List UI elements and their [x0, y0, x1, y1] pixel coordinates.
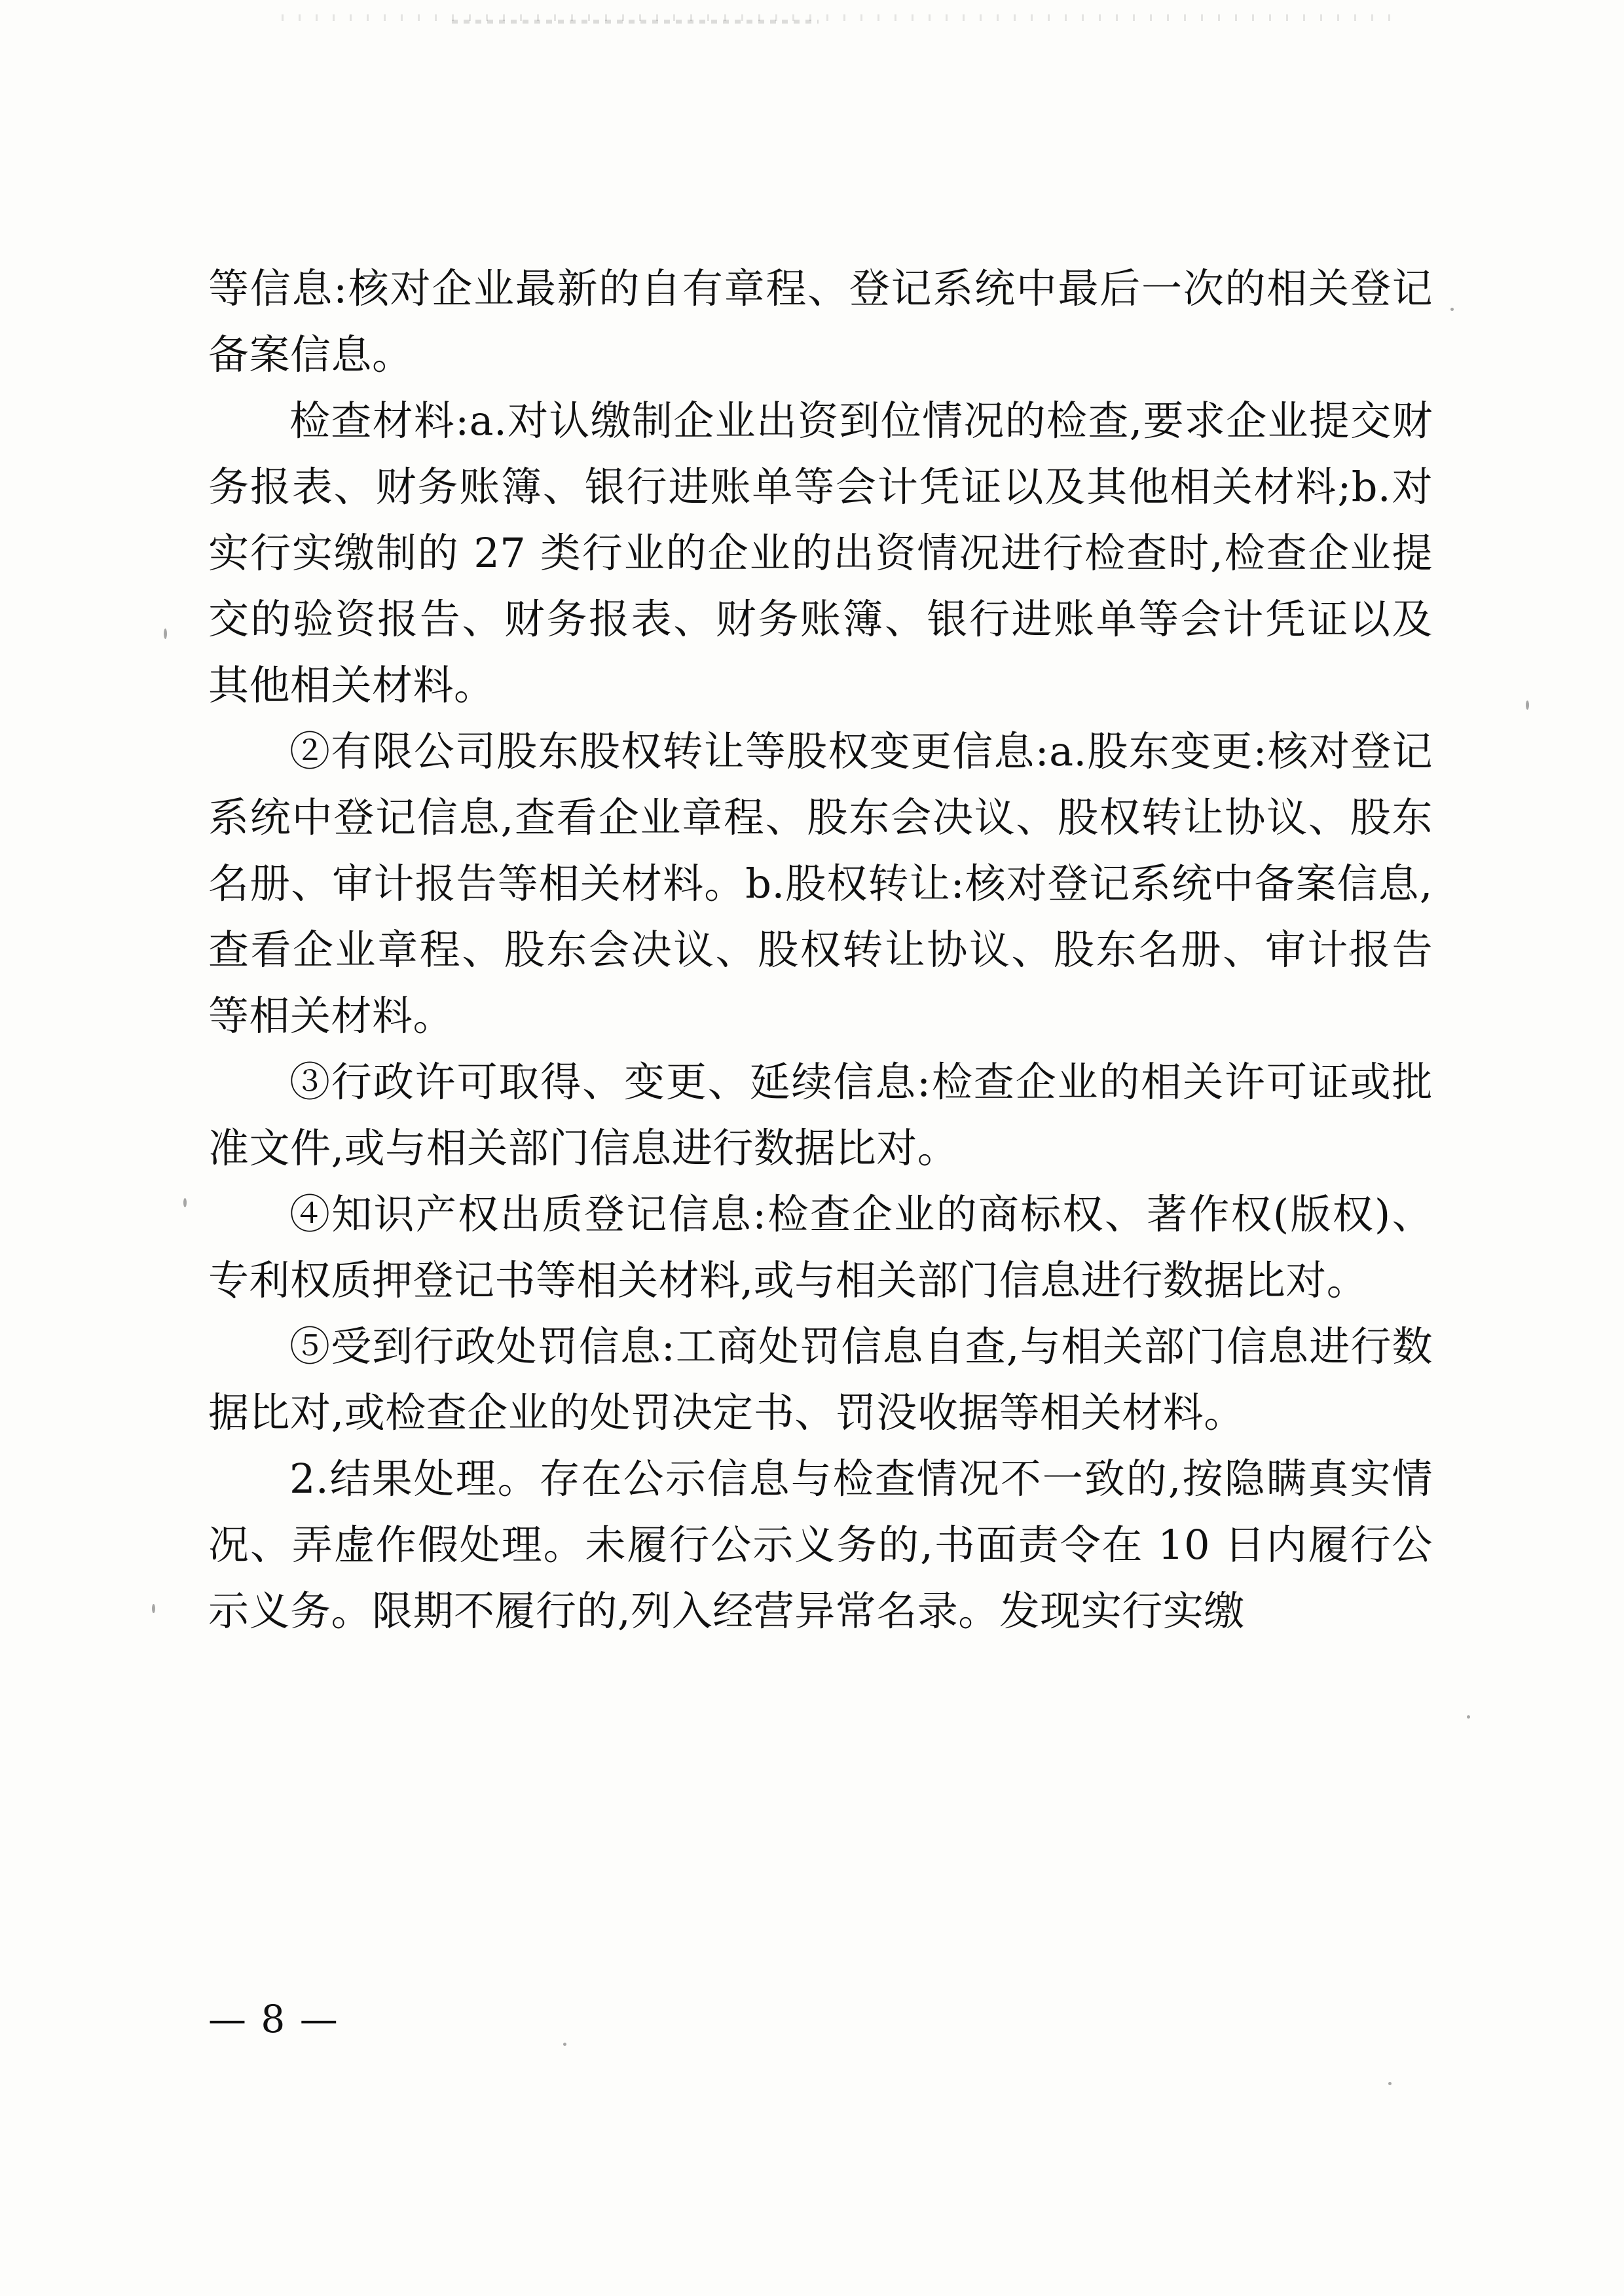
scan-speck [1388, 2082, 1392, 2085]
scan-speck [152, 1604, 155, 1613]
scan-speck [563, 2043, 566, 2046]
scan-speck [1467, 1715, 1470, 1719]
scan-artifact-top-bar-secondary [452, 20, 819, 24]
paragraph: ④知识产权出质登记信息:检查企业的商标权、著作权(版权)、专利权质押登记书等相关材料,或与相关部门信息进行数据比对。 [208, 1190, 1433, 1304]
paragraph: ③行政许可取得、变更、延续信息:检查企业的相关许可证或批准文件,或与相关部门信息进行数据比对。 [208, 1058, 1433, 1172]
page-body [208, 255, 1433, 1644]
paragraph: 等信息:核对企业最新的自有章程、登记系统中最后一次的相关登记备案信息。 [208, 264, 1433, 378]
scan-speck [183, 1198, 187, 1207]
paragraph: 2.结果处理。存在公示信息与检查情况不一致的,按隐瞒真实情况、弄虚作假处理。未履行公示义务的,书面责令在 10 日内履行公示义务。限期不履行的,列入经营异常名录。发现实行实缴 [208, 1455, 1433, 1635]
paragraph: 检查材料:a.对认缴制企业出资到位情况的检查,要求企业提交财务报表、财务账簿、银行进账单等会计凭证以及其他相关材料;b.对实行实缴制的 27 类行业的企业的出资情况进行检查时,检查企业提交的验资报告、财务报表、财务账簿、银行进账单等会计凭证以及其他相关材料。 [208, 397, 1433, 709]
page-number: — 8 — [208, 1997, 339, 2041]
scan-speck [164, 629, 167, 639]
scan-speck [1526, 701, 1529, 710]
paragraph: ②有限公司股东股权转让等股权变更信息:a.股东变更:核对登记系统中登记信息,查看企业章程、股东会决议、股权转让协议、股东名册、审计报告等相关材料。b.股权转让:核对登记系统中备案信息,查看企业章程、股东会决议、股权转让协议、股东名册、审计报告等相关材料。 [208, 727, 1433, 1040]
paragraph: ⑤受到行政处罚信息:工商处罚信息自查,与相关部门信息进行数据比对,或检查企业的处罚决定书、罚没收据等相关材料。 [208, 1322, 1433, 1436]
scan-speck [1450, 308, 1454, 311]
scan-artifact-top-bar [282, 14, 1395, 21]
